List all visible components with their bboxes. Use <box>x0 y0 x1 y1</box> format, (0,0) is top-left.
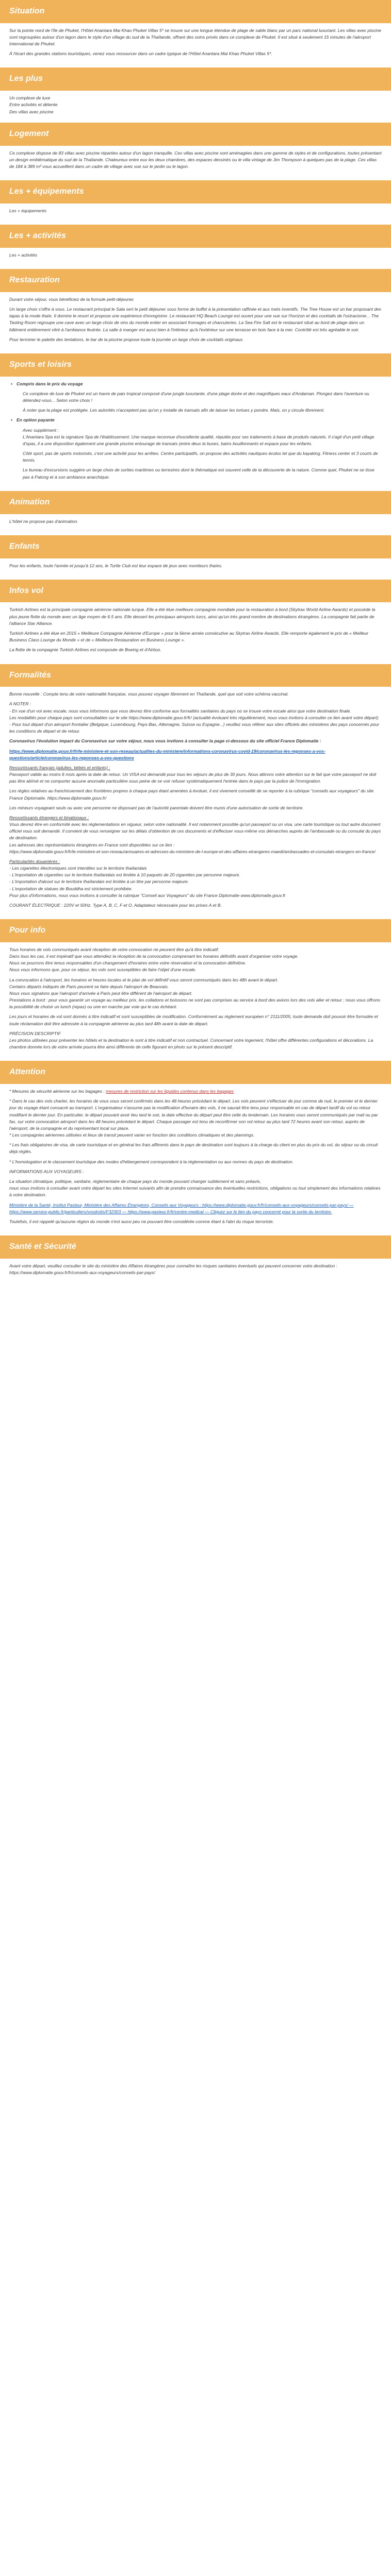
attention-text: * Mesures de sécurité aérienne sur les bagages : <box>9 1089 105 1094</box>
logement-paragraph: Ce complexe dispose de 83 villas avec piscine réparties autour d'un lagon tranquille. Ces villas avec piscine sont aménagées dans une gamme de styles et de configurations, toutes présentant un design emblématique du sud de la Thaïlande. Chaleureux entre eux les deux chambres, des espaces dessinés ou le villa vintage de Jim Thompson à quelques pas de la plage. Ces villas de 184 à 389 m² vous accueillent dans un cadre de village avec vue sur le jardin ou le lagon. <box>9 150 382 169</box>
animation-text: L'hôtel ne propose pas d'animation. <box>9 518 78 524</box>
formalites-subheading: Particularités douanières : <box>9 858 60 864</box>
covid-link[interactable]: https://www.diplomatie.gouv.fr/fr/le-ministere-et-son-reseau/actualites-du-ministere/informations-coronavirus-covid-19/coronavirus-les-reponses-a-vos-questions/article/coronavirus-les-reponses-a-vos-questions <box>9 748 325 760</box>
section-attention <box>0 1061 391 1235</box>
section-title: Pour info <box>0 919 391 942</box>
section-plus <box>0 67 391 122</box>
formalites-paragraph: Bonne nouvelle : Compte tenu de votre nationalité française, vous pouvez voyager librement en Thaïlande, quel que soit votre schéma vaccinal. <box>9 691 289 697</box>
section-infos-vol <box>0 580 391 664</box>
formalites-paragraph: Passeport valide au moins 6 mois après la date de retour. Un VISA est demandé pour tous les séjours de plus de 30 jours. Nous attirons votre attention sur le fait que votre passeport ne doit pas être abîmé et ne comporter aucune anomalie particulière sous peine de se voir refuser systématiquement l'entrée dans le pays par la police de l'immigration. <box>9 772 377 784</box>
formalites-subheading: Ressortissants étrangers et binationaux : <box>9 815 89 820</box>
formalites-paragraph: COURANT ÉLECTRIQUE : 220V et 50Hz. Type A, B, C, F et O. Adaptateur nécessaire pour les prises A et B. <box>9 902 222 908</box>
section-title: Animation <box>0 491 391 514</box>
liquids-restriction-link[interactable]: mesures de restriction sur les liquides contenus dans les bagages <box>106 1089 234 1094</box>
attention-paragraph: * L'homologation et le classement touristique des modes d'hébergement correspondent à la réglementation ou aux normes du pays de destination. <box>9 1159 294 1164</box>
section-title: Infos vol <box>0 580 391 603</box>
attention-paragraph <box>9 1088 382 1095</box>
pourinfo-paragraph: Tous horaires de vols communiqués avant réception de votre convocation ne peuvent être qu'à titre indicatif. Dans tous les cas, il est impératif que vous attendiez la réception de la convocation comprenant les horaires définitifs avant d'organiser votre voyage. Nous ne pourrons être tenus responsables d'un changement d'horaires entre votre réservation et la convocation définitive. Nous vous informons que, pour ce séjour, les vols sont susceptibles de faire l'objet d'une escale. <box>9 946 299 973</box>
section-sante <box>0 1235 391 1286</box>
formalites-paragraph: - Les cigarettes électroniques sont interdites sur le territoire thaïlandais - L'importation de cigarettes sur le territoire thaïlandais est limitée à 10 paquets de 20 cigarettes par personne majeure. - L'importation d'alcool sur le territoire thaïlandais est limitée à un litre par personne majeure. - L'exportation de statues de Bouddha est strictement prohibée. Pour plus d'informations, nous vous invitons à consulter la rubrique "Conseil aux Voyageurs" du site France Diplomatie www.diplomatie.gouv.fr <box>9 866 286 898</box>
plus-item: Entre activités et détente <box>9 102 58 108</box>
section-title: Les + équipements <box>0 180 391 204</box>
section-equipements <box>0 180 391 225</box>
section-activites <box>0 225 391 269</box>
pourinfo-paragraph: La convocation à l'aéroport, les horaires et heures locales et le plan de vol définitif vous seront communiqués dans les 48h avant le départ. Certains départs indiqués de Paris peuvent se faire depuis l'aéroport de Beauvais. Nous vous signalons que l'aéroport d'arrivée à Paris peut être différent de l'aéroport de départ. Prestations à bord : pour vous garantir un voyage au meilleur prix, les collations et boissons ne sont pas comprises au service à bord des avions lors des vols aller et retour ; nous vous offrons la possibilité de choisir un lunch (repas) ou une en marche par voie qui le cas échéant. <box>9 977 381 1010</box>
section-enfants <box>0 535 391 580</box>
formalites-paragraph: Coronavirus l'évolution impact du Coronavirus sur votre séjour, nous vous invitons à consulter la page ci-dessous du site officiel France Diplomatie : <box>9 738 321 744</box>
section-title: Attention <box>0 1061 391 1084</box>
section-title: Santé et Sécurité <box>0 1235 391 1259</box>
section-sports <box>0 353 391 491</box>
attention-paragraph: * Dans le cas des vols charter, les horaires de vous vous seront confirmés dans les 48 heures précédant le départ. Les vols peuvent s'effectuer de jour comme de nuit, le premier et le dernier jour du voyage étant consacré au transport. L'organisateur n'assume pas la modification d'horaire des vols, il ne saurait être tenu pour responsable en cas de départ tardif du vol ou retour modifiant le dernier jour. En particulier, le départ pouvant avoir lieu tard le soir, la date effective du départ peut être celle du lendemain. Les horaires vous seront communiqués par mail ou par fax, sur votre convocation aéroport dans les 48 heures précédant le départ. Chaque passager est tenu de reconfirmer son vol retour au plus tard 72 heures avant son retour, auprès de l'aéroport, de la compagnie et du représentant local sur place. * Les compagnies aériennes utilisées et lieux de transit peuvent varier en fonction des conditions climatiques et des plannings. <box>9 1098 378 1138</box>
restauration-paragraph: Durant votre séjour, vous bénéficiez de la formule petit-déjeuner. <box>9 296 135 302</box>
restauration-paragraph: Un large choix s'offre à vous. Le restaurant principal le Sala sert le petit déjeuner sous forme de buffet à la présentation raffinée et aux mets inventifs. The Tree House est un bar proposant des tapas à la mode thaïe. Il domine le resort et propose une expérience d'enregistrer. Le restaurant HQ Beach Lounge est ouvert pour une vue sur l'horizon et des cocktails de l'ostracisme... The Tasting Room regroupe une cave avec un large choix de vins du monde entier en associant fromages et charcuteries. La Sea Fire Salt est le restaurant situé au bord de plage dans un bâtiment entièrement vitré à l'ambiance feutrée. La salle à manger est aussi bien à l'intérieur qu'à l'extérieur sur une terrasse en bois face à la mer. Contrôlé est très agréable le soir. <box>9 307 382 332</box>
section-title: Restauration <box>0 269 391 292</box>
plus-item: Un complexe de luxe <box>9 95 51 101</box>
section-title: Situation <box>0 0 391 23</box>
pourinfo-paragraph: PRÉCISION DESCRIPTIF Les photos utilisées pour présenter les hôtels et la destination le sont à titre indicatif et non contractuel. Concernant votre logement, l'hôtel offre différentes configurations et décorations. La chambre donnée lors de votre arrivée pourra être ainsi différente de celle figurant en photo sur le présent descriptif. <box>9 1030 373 1050</box>
plus-item: Des villas avec piscine <box>9 109 54 114</box>
section-title: Logement <box>0 123 391 146</box>
pourinfo-paragraph: Les jours et horaires de vol sont donnés à titre indicatif et sont susceptibles de modification. Conformément au règlement européen n° 2111/2005, toute demande doit pouvoir être formulée et toute réclamation doit être adressée à la compagnie aérienne au plus tard 48h avant la date de départ. <box>9 1014 378 1026</box>
attention-paragraph: La situation climatique, politique, sanitaire, réglementaire de chaque pays du monde pouvant changer subitement et sans préavis, nous vous invitons à consulter avant votre départ les sites Internet suivants afin de prendre connaissance des éventuelles restrictions, obligations ou tout simplement des informations relatives à votre destination. <box>9 1179 381 1198</box>
infos-paragraph: Turkish Airlines a été élue en 2015 « Meilleure Compagnie Aérienne d'Europe » pour la 5ème année consécutive au Skytrax Airline Awards. Elle remporte également le prix de « Meilleur Business Class Lounge du Monde » et de « Meilleure Restauration en Business Lounge ». <box>9 630 369 643</box>
attention-paragraph: Toutefois, il est rappelé qu'aucune région du monde n'est aussi peu ne pouvant être considérée comme étant à l'abri du risque terroriste. <box>9 1218 274 1224</box>
section-formalites <box>0 664 391 920</box>
formalites-paragraph: Les mineurs voyageant seuls ou avec une personne ne disposant pas de l'autorité parentale doivent être munis d'une autorisation de sortie de territoire. <box>9 805 304 810</box>
restauration-paragraph: Pour terminer le palette des tentations, le bar de la piscine propose toute la journée un large choix de cocktails originaux. <box>9 336 244 342</box>
sports-paragraph: Le bureau d'excursions suggère un large choix de sorties maritimes ou terrestres dont le thématique est souvent celle de la découverte de la nature. Comme quel, Phuket ne se tisse pas à Patong et à son ambiance anarchique. <box>23 467 375 480</box>
attention-paragraph: INFORMATIONS AUX VOYAGEURS : <box>9 1168 84 1174</box>
formalites-subheading: Ressortissants français (adultes, bébés et enfants) : <box>9 765 110 770</box>
formalites-paragraph: Vous devrez être en conformité avec les réglementations en vigueur, selon votre nationalité. Il est notamment possible qu'un passeport ou un visa, une carte touristique ou tout autre document officiel vous soit demandé. Il convient de vous renseigner sur les délais d'obtention de ces documents et d'effectuer vous-même vos démarches auprès de l'ambassade ou du consulat du pays de destination. Les adresses des représentations étrangères en France sont disponibles sur ce lien : https://www.diplomatie.gouv.fr/fr/le-ministere-et-son-reseau/annuaires-et-adresses-du-ministere-de-l-europe-et-des-affaires-etrangeres-maedi/ambassades-et-consulats-etrangers-en-france/ <box>9 822 381 854</box>
section-title: Formalités <box>0 664 391 687</box>
section-situation <box>0 0 391 67</box>
section-title: Enfants <box>0 535 391 558</box>
section-animation <box>0 491 391 535</box>
sports-subheading: • En option payante <box>9 417 382 423</box>
attention-paragraph: * Les frais obligatoires de visa, de carte touristique et en général les frais afférents dans le pays de destination sont toujours à la charge du client en plus du prix du vol, du séjour ou du circuit déjà réglés. <box>9 1142 378 1155</box>
sports-paragraph: À noter que la plage est protégée. Les autorités n'acceptent pas qu'on y installe de transats afin de laisser les tortues y pondre. Mais, on y circule librement. <box>23 408 325 413</box>
section-logement <box>0 123 391 180</box>
formalites-paragraph: A NOTER : - En vue d'un vol avec escale, nous vous informons que vous devrez être conforme aux formalités sanitaires du pays où se trouve votre escale ainsi que votre destination finale. Les modalités pour chaque pays sont consultables sur le site https://www.diplomatie.gouv.fr/fr/ (actualité évoluant très régulièrement, nous vous invitons à consulter ce lien avant votre départ). - Pour tout départ d'un aéroport frontalier (Belgique, Luxembourg, Pays-Bas, Allemagne, Suisse ou Espagne...) veuillez vous référer aux sites officiels des ministères des pays concernés pour les conditions de départ et de retour. <box>9 701 380 734</box>
infos-paragraph: La flotte de la compagnie Turkish Airlines est composée de Boeing et d'Airbus. <box>9 647 162 653</box>
sports-subheading: • Compris dans le prix du voyage <box>9 381 382 387</box>
section-title: Les + activités <box>0 225 391 248</box>
sports-paragraph: Avec supplément : L'Anantara Spa est la signature Spa de l'établissement. Une marque reconnue d'excellente qualité, réputée pour ses traitements à base de produits naturels. Il s'agit d'un petit village d'spas, il a une disposition également une grande piscine entourage de transats (entre deux la buses, bains bouillonnants et espace pour les enfants. <box>23 427 374 446</box>
activites-text: Les + activités <box>9 252 38 258</box>
attention-links[interactable]: Ministère de la Santé, Institut Pasteur, Ministère des Affaires Étrangères, Conseils aux Voyageurs : https://www.diplomatie.gouv.fr/fr/conseils-aux-voyageurs/conseils-par-pays/ — https://www.service-public.fr/particuliers/vosdroits/F32303 — https://www.pasteur.fr/fr/centre-medical — Cliquez sur le lien du pays concerné pour la sortie du territoire. <box>9 1202 354 1214</box>
sports-paragraph: Ce complexe de luxe de Phuket est un havre de paix tropical composé d'une jungle luxuriante, d'une plage dorée et des magnifiques eaux d'Andaman. Plongez dans l'aventure ou détendez-vous... Selon votre choix ! <box>23 391 369 403</box>
sante-paragraph: Avant votre départ, veuillez consulter le site du ministère des Affaires étrangères pour connaître les risques sanitaires éventuels qui peuvent concerner votre destination : https://www.diplomatie.gouv.fr/fr/conseils-aux-voyageurs/conseils-par-pays/ <box>9 1263 337 1275</box>
section-title: Les plus <box>0 67 391 91</box>
section-restauration <box>0 269 391 353</box>
section-pour-info <box>0 919 391 1061</box>
infos-paragraph: Turkish Airlines est la principale compagnie aérienne nationale turque. Elle a été élue meilleure compagnie mondiale pour la restauration à bord (Skytrax World Airline Awards) et possède la plus jeune flotte du monde avec un âge moyen de 6.5 ans. Elle dessert les principaux aéroports turcs, ainsi qu'un très grand nombre de destinations étrangères. La compagnie fait partie de l'alliance Star Alliance. <box>9 607 376 626</box>
section-title: Sports et loisirs <box>0 353 391 377</box>
equipements-text: Les + équipements <box>9 208 47 213</box>
formalites-paragraph: Les règles relatives au franchissement des frontières propres à chaque pays étant amenées à évoluer, il est vivement conseillé de se reporter à la rubrique "conseils aux voyageurs" du site France Diplomatie. https://www.diplomatie.gouv.fr/ <box>9 788 374 801</box>
situation-paragraph: À l'écart des grandes stations touristiques, venez vous ressourcer dans un cadre typique de l'Hôtel Anantara Mai Khao Phuket Villas 5*. <box>9 51 272 57</box>
situation-paragraph: Sur la pointe nord de l'île de Phuket, l'Hôtel Anantara Mai Khao Phuket Villas 5* se trouve sur une longue étendue de plage de sable blanc par un parc national luxuriant. Les villas avec piscine sont regroupées autour d'un lagon dans le style d'un village du sud de la Thaïlande, offrant des soins privés dans ce complexe de Phuket. Il est situé à seulement 15 minutes de l'aéroport International de Phuket. <box>9 27 382 47</box>
enfants-text: Pour les enfants, toute l'année et jusqu'à 12 ans, le Turtle Club est leur espace de jeux avec moniteurs thaïes. <box>9 563 223 568</box>
sports-paragraph: Côté sport, pas de sports motorisés, c'est une activité pour les arrêtes. Centre participatifs, on propose des activités nautiques écolos tel que du kayaking. Fitness center et 3 courts de tennis. <box>23 451 378 463</box>
